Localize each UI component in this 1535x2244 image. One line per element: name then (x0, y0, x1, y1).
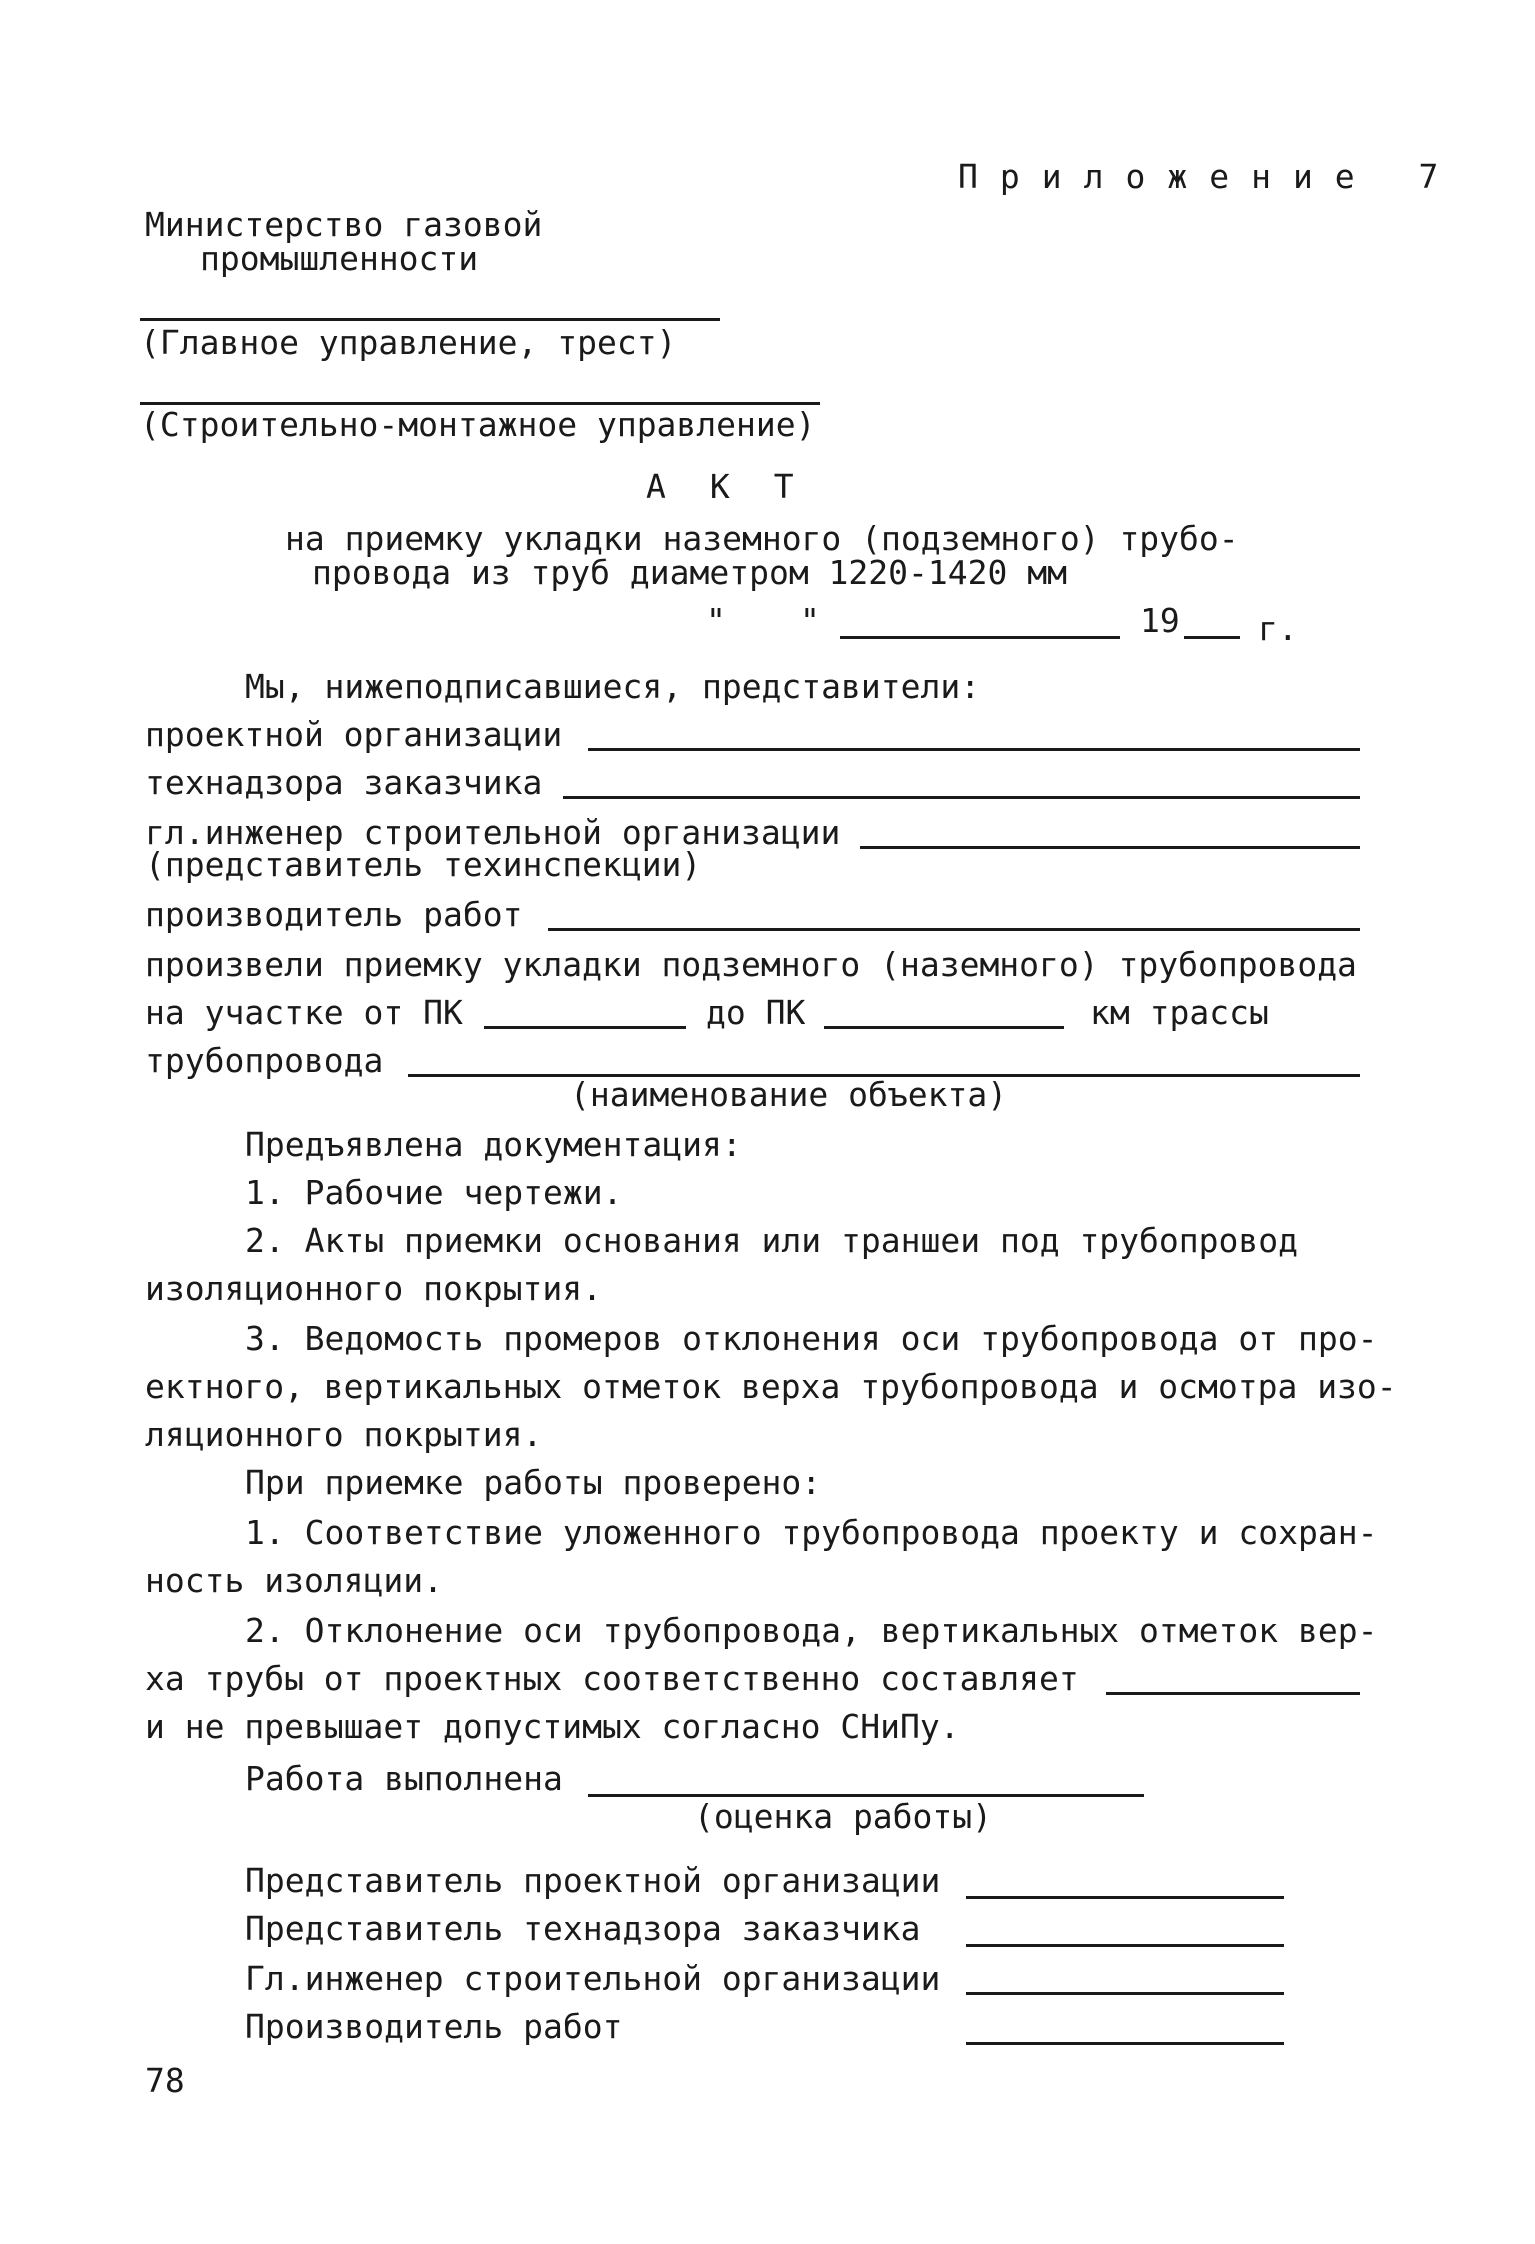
checks-item2-l3: и не превышает допустимых согласно СНиПу. (145, 1707, 960, 1746)
pipeline-label: трубопровода (145, 1041, 384, 1080)
checks-item2-l2: ха трубы от проектных соответственно составляет (145, 1659, 1079, 1698)
documentation-item3-l2: ектного, вертикальных отметок верха трубопровода и осмотра изо- (145, 1367, 1397, 1406)
subtitle-line1: на приемку укладки наземного (подземного) трубо- (285, 519, 1239, 558)
appendix-label: Приложение 7 (958, 157, 1461, 196)
checks-heading: При приемке работы проверено: (245, 1463, 822, 1502)
date-quote-open: " (706, 601, 726, 640)
checks-item1-l2: ность изоляции. (145, 1561, 444, 1600)
date-year-suffix: г. (1258, 609, 1298, 648)
date-year-blank[interactable] (1184, 636, 1240, 639)
field-design-org-label: проектной организации (145, 715, 563, 754)
field-customer-supervision-line[interactable] (563, 796, 1360, 799)
signature-customer-label: Представитель технадзора заказчика (245, 1909, 921, 1948)
date-year-prefix: 19 (1140, 601, 1180, 640)
section-from-label: на участке от ПК (145, 993, 463, 1032)
field-customer-supervision-label: технадзора заказчика (145, 763, 543, 802)
signature-chief-engineer-label: Гл.инженер строительной организации (245, 1959, 941, 1998)
field-tech-inspection-label: (представитель техинспекции) (145, 845, 702, 884)
subtitle-line2: провода из труб диаметром 1220-1420 мм (312, 553, 1067, 592)
section-from-line[interactable] (484, 1026, 686, 1029)
field-chief-engineer-line[interactable] (860, 846, 1360, 849)
signature-design-org-label: Представитель проектной организации (245, 1861, 941, 1900)
documentation-item1: 1. Рабочие чертежи. (245, 1173, 623, 1212)
documentation-item2-l2: изоляционного покрытия. (145, 1269, 602, 1308)
date-quote-close: " (800, 601, 820, 640)
km-label: км трассы (1090, 993, 1269, 1032)
section-to-label: до ПК (706, 993, 806, 1032)
checks-item1-l1: 1. Соответствие уложенного трубопровода проекту и сохран- (245, 1513, 1378, 1552)
date-blank-line[interactable] (840, 636, 1120, 639)
documentation-item3-l1: 3. Ведомость промеров отклонения оси трубопровода от про- (245, 1319, 1378, 1358)
signature-works-manager-label: Производитель работ (245, 2007, 623, 2046)
field-works-manager-line[interactable] (548, 928, 1360, 931)
section-to-line[interactable] (824, 1026, 1064, 1029)
field-chief-engineer-label: гл.инженер строительной организации (145, 813, 841, 852)
ministry-line2: промышленности (200, 239, 479, 278)
acceptance-line: произвели приемку укладки подземного (наземного) трубопровода (145, 945, 1357, 984)
main-directorate-line[interactable] (140, 318, 720, 321)
signature-customer-line[interactable] (966, 1944, 1284, 1947)
object-name-caption: (наименование объекта) (570, 1075, 1008, 1114)
main-directorate-caption: (Главное управление, трест) (140, 323, 677, 362)
signature-design-org-line[interactable] (966, 1896, 1284, 1899)
checks-item2-l1: 2. Отклонение оси трубопровода, вертикальных отметок вер- (245, 1611, 1378, 1650)
signature-works-manager-line[interactable] (966, 2042, 1284, 2045)
field-works-manager-label: производитель работ (145, 895, 523, 934)
deviation-value-line[interactable] (1106, 1692, 1360, 1695)
work-done-caption: (оценка работы) (694, 1797, 993, 1836)
work-done-label: Работа выполнена (245, 1759, 563, 1798)
documentation-heading: Предъявлена документация: (245, 1125, 742, 1164)
field-design-org-line[interactable] (588, 748, 1360, 751)
documentation-item3-l3: ляционного покрытия. (145, 1415, 543, 1454)
signature-chief-engineer-line[interactable] (966, 1992, 1284, 1995)
ministry-line1: Министерство газовой (145, 205, 543, 244)
construction-directorate-caption: (Строительно-монтажное управление) (140, 405, 816, 444)
documentation-item2-l1: 2. Акты приемки основания или траншеи под трубопровод (245, 1221, 1298, 1260)
intro-text: Мы, нижеподписавшиеся, представители: (245, 667, 981, 706)
document-title: АКТ (646, 467, 838, 506)
page-number: 78 (145, 2061, 185, 2100)
